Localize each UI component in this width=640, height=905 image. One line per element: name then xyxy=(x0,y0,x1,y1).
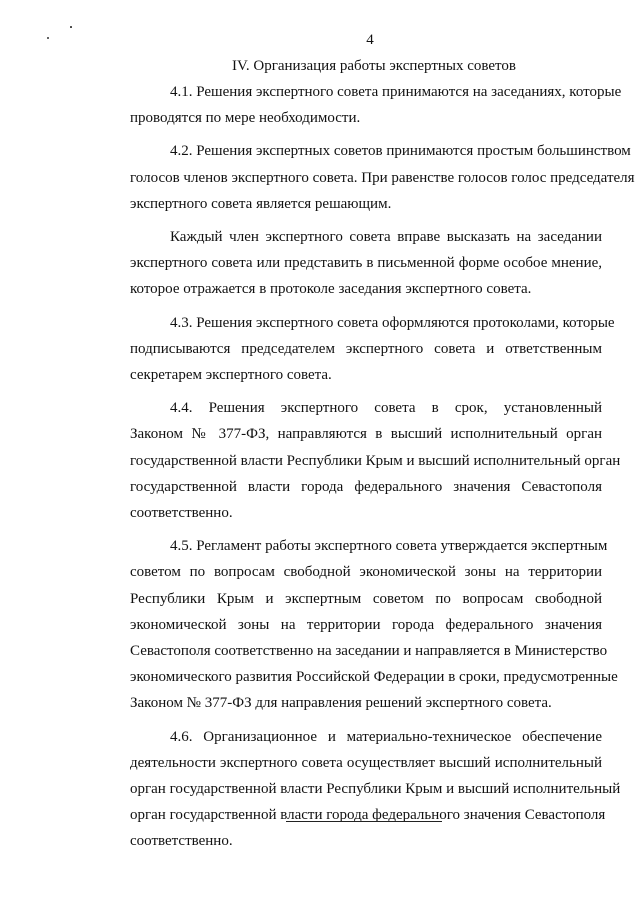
paragraph-list xyxy=(90,79,635,855)
paragraph-line: соответственно. xyxy=(130,833,233,850)
paragraph-line: Каждый член экспертного совета вправе высказать на заседании xyxy=(170,229,602,246)
paragraph-line: Законом № 377-ФЗ, направляются в высший исполнительный орган xyxy=(130,426,602,443)
paragraph-line: проводятся по мере необходимости. xyxy=(130,110,361,127)
paragraph-line: экономического развития Российской Федерации в сроки, предусмотренные xyxy=(130,669,618,686)
section-heading: IV. Организация работы экспертных советов xyxy=(231,58,516,74)
paragraph-line: секретарем экспертного совета. xyxy=(130,367,332,384)
paragraph-line: деятельности экспертного совета осуществляет высший исполнительный xyxy=(130,754,602,771)
paragraph xyxy=(90,533,618,716)
paragraph xyxy=(90,79,622,131)
paragraph-line: Севастополя соответственно на заседании и направляется в Министерство xyxy=(130,643,608,660)
paragraph xyxy=(90,310,615,389)
paragraph-line: соответственно. xyxy=(130,505,233,522)
paragraph xyxy=(90,395,621,526)
paragraph-line: Республики Крым и экспертным советом по вопросам свободной xyxy=(130,590,602,607)
paragraph-line: орган государственной власти города федерального значения Севастополя xyxy=(130,807,606,824)
paragraph-line: 4.2. Решения экспертных советов принимаются простым большинством xyxy=(170,143,631,160)
paragraph xyxy=(90,138,635,217)
paragraph-line: советом по вопросам свободной экономической зоны на территории xyxy=(130,564,602,581)
paragraph-line: экономической зоны на территории города федерального значения xyxy=(130,616,602,633)
paragraph-line: орган государственной власти Республики Крым и высший исполнительный xyxy=(130,781,621,798)
paragraph-line: которое отражается в протоколе заседания экспертного совета. xyxy=(130,281,532,298)
paragraph-line: экспертного совета или представить в письменной форме особое мнение, xyxy=(130,255,602,272)
paragraph-line: государственной власти города федерального значения Севастополя xyxy=(130,478,602,495)
paragraph-line: подписываются председателем экспертного совета и ответственным xyxy=(130,340,602,357)
paragraph-line: Законом № 377-ФЗ для направления решений экспертного совета. xyxy=(130,695,552,712)
page-number: 4 xyxy=(366,32,374,48)
paragraph xyxy=(90,224,602,303)
paragraph-line: 4.3. Решения экспертного совета оформляются протоколами, которые xyxy=(170,314,615,331)
paragraph xyxy=(90,724,621,855)
paragraph-line: голосов членов экспертного совета. При равенстве голосов голос председателя xyxy=(130,169,635,186)
paragraph-line: государственной власти Республики Крым и высший исполнительный орган xyxy=(130,452,621,469)
scan-speck xyxy=(47,37,49,39)
end-of-text-rule xyxy=(286,821,442,822)
paragraph-line: 4.4. Решения экспертного совета в срок, установленный xyxy=(170,400,602,417)
paragraph-line: 4.1. Решения экспертного совета принимаются на заседаниях, которые xyxy=(170,84,622,100)
paragraph-line: 4.6. Организационное и материально-техническое обеспечение xyxy=(170,728,602,745)
paragraph-line: экспертного совета является решающим. xyxy=(130,195,392,212)
document-body xyxy=(90,53,635,855)
scan-speck xyxy=(70,26,72,28)
paragraph-line: 4.5. Регламент работы экспертного совета утверждается экспертным xyxy=(170,538,608,555)
